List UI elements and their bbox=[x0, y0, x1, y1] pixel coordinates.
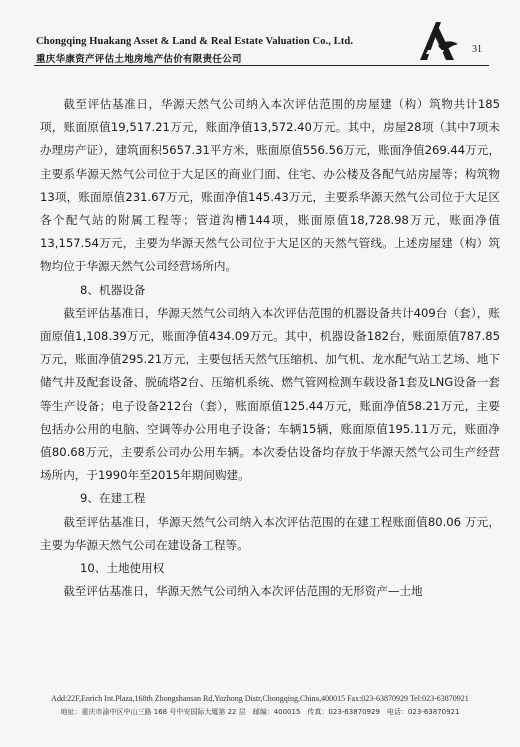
page-number: 31 bbox=[472, 44, 482, 55]
section-heading-land-use: 10、土地使用权 bbox=[80, 561, 165, 576]
company-name-en: Chongqing Huakang Asset & Land & Real Estate Valuation Co., Ltd. bbox=[36, 36, 354, 47]
section-heading-machinery: 8、机器设备 bbox=[80, 282, 146, 297]
footer-address-cn: 地址：重庆市渝中区中山三路 168 号中安国际大厦第 22 层 邮编：400015 传真：023-63870929 电话：023-63870921 bbox=[60, 708, 460, 716]
paragraph-buildings: 截至评估基准日，华源天然气公司纳入本次评估范围的房屋建（构）筑物共计185项，账面原值19,517.21万元，账面净值13,572.40万元。其中，房屋28项（其中7项未办理房产证），建筑面积5657.31平方米，账面原值556.56万元，账面净值269.44万元，主要系华源天然气公司位于大足区的商业门面、住宅、办公楼及各配气站房屋等；构筑物13项，账面原值231.67万元，账面净值145.43万元，主要系华源天然气公司位于大足区各个配气站的附属工程等；管道沟槽144项，账面原值18,728.98万元，账面净值13,157.54万元，主要为华源天然气公司位于大足区的天然气管线。上述房屋建（构）筑物均位于华源天然气公司经营场所内。 bbox=[40, 97, 500, 274]
section-heading-construction: 9、在建工程 bbox=[80, 491, 146, 506]
company-logo-icon bbox=[414, 16, 462, 64]
header-divider bbox=[34, 65, 489, 66]
body-content bbox=[40, 93, 500, 603]
paragraph-machinery: 截至评估基准日，华源天然气公司纳入本次评估范围的机器设备共计409台（套），账面原值1,108.39万元，账面净值434.09万元。其中，机器设备182台，账面原值787.85万元，账面净值295.21万元，主要包括天然气压缩机、加气机、龙水配气站工艺场、地下储气井及配套设备、脱硫塔2台、压缩机系统、燃气管网检测车载设备1套及LNG设备一套等生产设备；电子设备212台（套），账面原值125.44万元，账面净值58.21万元，主要包括办公用的电脑、空调等办公用电子设备；车辆15辆，账面原值195.11万元，账面净值80.68万元，主要系公司办公用车辆。本次委估设备均存放于华源天然气公司生产经营场所内，于1990年至2015年期间购建。 bbox=[40, 305, 500, 483]
company-name-cn: 重庆华康资产评估土地房地产估价有限责任公司 bbox=[36, 54, 242, 65]
footer-address-en: Add:22F,Enrich Int.Plaza,168th Zhongshansan Rd,Yuzhong Distr,Chongqing,China,400015 Fax:023-63870929 Tel:023-63870921 bbox=[51, 694, 469, 703]
paragraph-construction: 截至评估基准日，华源天然气公司纳入本次评估范围的在建工程账面值80.06 万元，主要为华源天然气公司在建设备工程等。 bbox=[40, 514, 500, 552]
paragraph-land-use: 截至评估基准日，华源天然气公司纳入本次评估范围的无形资产—土地 bbox=[63, 584, 423, 599]
